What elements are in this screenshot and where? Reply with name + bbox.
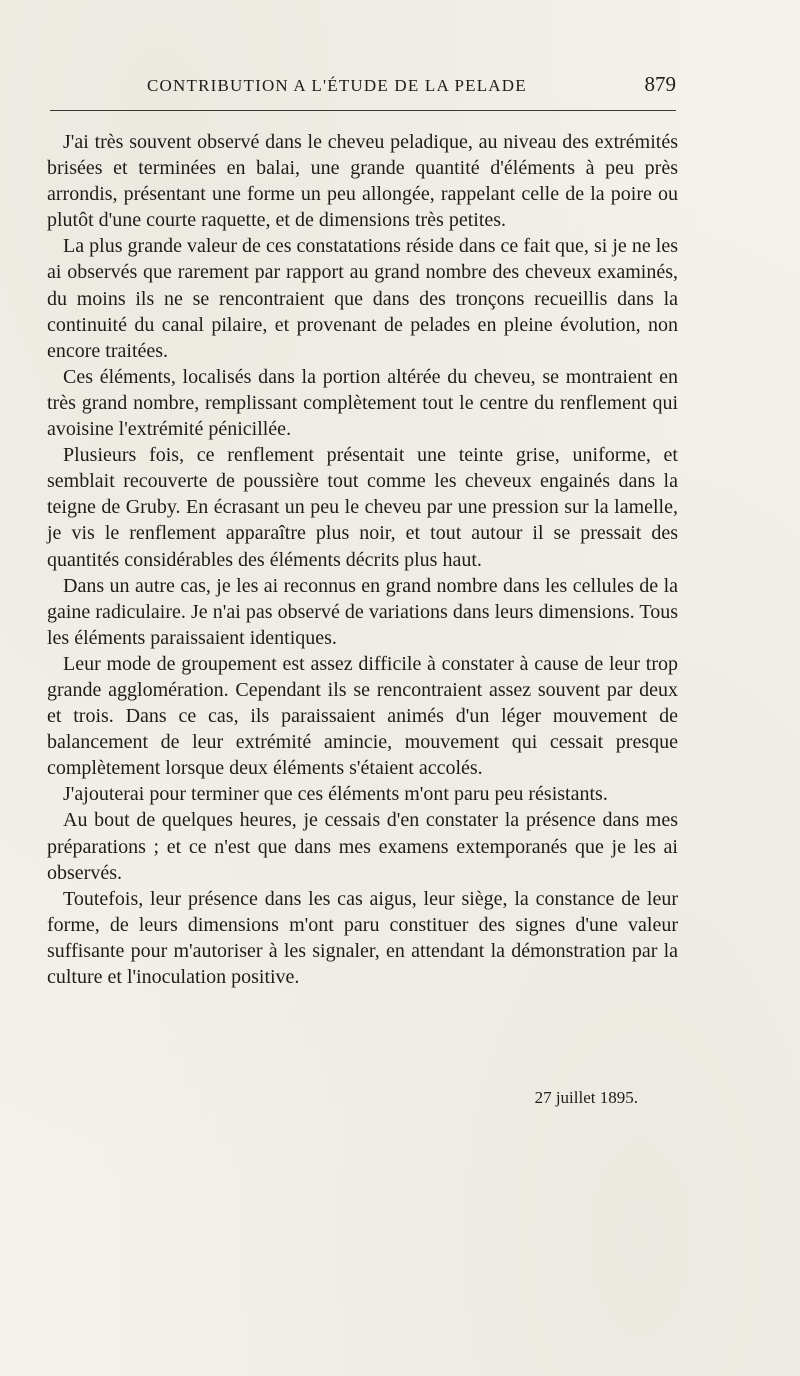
header-rule <box>50 110 676 111</box>
page-number: 879 <box>644 72 676 96</box>
paragraph: Plusieurs fois, ce renflement présentait une teinte grise, uniforme, et semblait recouverte de poussière tout comme les cheveux engainés dans la teigne de Gruby. En écrasant un peu le cheveu par une pression sur la lamelle, je vis le renflement apparaître plus noir, et tout autour il se pressait des quantités considérables des éléments décrits plus haut. <box>47 444 678 571</box>
paragraph: Au bout de quelques heures, je cessais d'en constater la présence dans mes préparations ; et ce n'est que dans mes examens extemporanés que je les ai observés. <box>47 809 678 884</box>
paragraph: J'ai très souvent observé dans le cheveu peladique, au niveau des extrémités brisées et terminées en balai, une grande quantité d'éléments à peu près arrondis, présentant une forme un peu allongée, rappelant celle de la poire ou plutôt d'une courte raquette, et de dimensions très petites. <box>47 131 678 232</box>
running-head <box>47 72 676 104</box>
paragraph: Leur mode de groupement est assez difficile à constater à cause de leur trop grande agglomération. Cependant ils se rencontraient assez souvent par deux et trois. Dans ce cas, ils paraissaient animés d'un léger mouvement de balancement de leur extrémité amincie, mouvement qui cessait presque complètement lorsque deux éléments s'étaient accolés. <box>47 652 678 780</box>
article-body <box>47 129 678 990</box>
running-title: CONTRIBUTION A L'ÉTUDE DE LA PELADE <box>147 76 527 95</box>
paragraph: J'ajouterai pour terminer que ces éléments m'ont paru peu résistants. <box>63 783 608 806</box>
dateline: 27 juillet 1895. <box>534 1088 638 1107</box>
paragraph: Toutefois, leur présence dans les cas aigus, leur siège, la constance de leur forme, de leurs dimensions m'ont paru constituer des signes d'une valeur suffisante pour m'autoriser à les signaler, en attendant la démonstration par la culture et l'inoculation positive. <box>47 887 678 988</box>
paragraph: La plus grande valeur de ces constatations réside dans ce fait que, si je ne les ai observés que rarement par rapport au grand nombre des cheveux examinés, du moins ils ne se rencontraient que dans des tronçons recueillis dans la continuité du canal pilaire, et provenant de pelades en pleine évolution, non encore traitées. <box>47 235 678 362</box>
paragraph: Ces éléments, localisés dans la portion altérée du cheveu, se montraient en très grand nombre, remplissant complètement tout le centre du renflement qui avoisine l'extrémité pénicillée. <box>47 365 678 441</box>
paragraph: Dans un autre cas, je les ai reconnus en grand nombre dans les cellules de la gaine radiculaire. Je n'ai pas observé de variations dans leurs dimensions. Tous les éléments paraissaient identiques. <box>47 574 678 649</box>
